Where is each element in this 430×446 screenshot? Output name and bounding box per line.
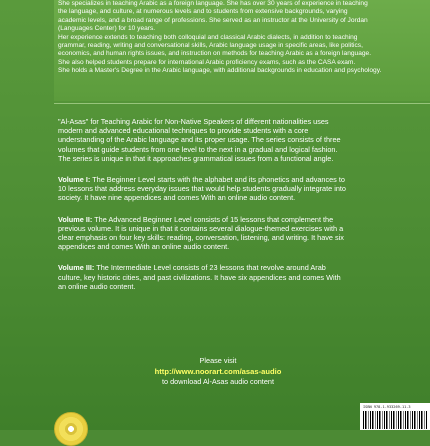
volume-2-line: previous volume. It is unique in that it contains several dialogue-themed exercises with a: [58, 223, 344, 233]
volume-1-line: society. It have nine appendices and comes With an online audio content.: [58, 193, 296, 203]
divider-line: [54, 103, 430, 104]
audio-download-notice: [58, 356, 378, 388]
download-text: to download Al-Asas audio content: [162, 377, 274, 386]
isbn-barcode: [360, 403, 430, 430]
volume-2-line: The Advanced Beginner Level consists of 15 lessons that complement the: [92, 214, 334, 224]
intro-line: understanding of the Arabic language and its proper usage. The series consists of three: [58, 135, 341, 145]
volume-2-paragraph: [58, 215, 420, 252]
volume-1-label: Volume I:: [58, 175, 91, 185]
bio-line: the language, and culture, at numerous levels and to students from extensive backgrounds, varying: [58, 8, 348, 16]
intro-line: volumes that guide students from one level to the next in a gradual and logical fashion.: [58, 144, 338, 154]
volume-1-paragraph: [58, 175, 420, 203]
series-description: [58, 117, 420, 303]
volume-3-line: an online audio content.: [58, 281, 136, 291]
bio-line: She also helped students prepare for international Arabic proficiency exams, such as the CASA exam.: [58, 58, 356, 66]
bio-line: Her experience extends to teaching both colloquial and classical Arabic dialects, in addition to teaching: [58, 33, 358, 41]
volume-3-line: The Intermediate Level consists of 23 lessons that revolve around Arab: [94, 263, 326, 273]
bio-line: academic levels, and a broad range of professions. She served as an instructor at the University of Jordan: [58, 16, 368, 24]
intro-paragraph: [58, 117, 420, 163]
bio-line: (Languages Center) for 10 years.: [58, 24, 156, 32]
audio-url-link[interactable]: http://www.noorart.com/asas-audio: [154, 366, 282, 376]
intro-line: The series is unique in that it approaches grammatical issues from a functional angle.: [58, 153, 334, 163]
volume-2-line: appendices and comes With an online audio content.: [58, 242, 230, 252]
isbn-number: ISBN 978-1-933269-11-3: [363, 405, 411, 409]
volume-2-label: Volume II:: [58, 214, 93, 224]
intro-line: modern and advanced educational techniques to provide students with a core: [58, 126, 309, 136]
barcode-bars: [363, 411, 427, 429]
bio-line: She specializes in teaching Arabic as a foreign language. She has over 30 years of experience in teaching: [58, 0, 368, 7]
please-visit-text: Please visit: [199, 356, 237, 365]
bio-line: She holds a Master's Degree in the Arabic language, with additional backgrounds in education and psychology.: [58, 66, 382, 74]
bio-line: grammar, reading, writing and conversational skills, Arabic language usage in specific areas, like politics,: [58, 41, 363, 49]
volume-3-label: Volume III:: [58, 263, 95, 273]
audio-disc-icon: [54, 412, 88, 446]
author-bio-box: [54, 0, 430, 101]
volume-3-line: culture, key historic cities, and past civilizations. It have six appendices and comes With: [58, 272, 341, 282]
intro-line: "Al-Asas" for Teaching Arabic for Non-Native Speakers of different nationalities uses: [58, 117, 329, 126]
bio-line: economics, and human rights issues, and instruction on methods for teaching Arabic as a foreign language.: [58, 50, 372, 58]
volume-1-line: 10 lessons that address everyday issues that would help students gradually integrate into: [58, 184, 346, 194]
volume-2-line: clear emphasis on four key skills: reading, conversation, listening, and writing. It have six: [58, 233, 344, 243]
volume-1-line: The Beginner Level starts with the alphabet and its phonetics and advances to: [90, 175, 345, 185]
volume-3-paragraph: [58, 263, 420, 291]
